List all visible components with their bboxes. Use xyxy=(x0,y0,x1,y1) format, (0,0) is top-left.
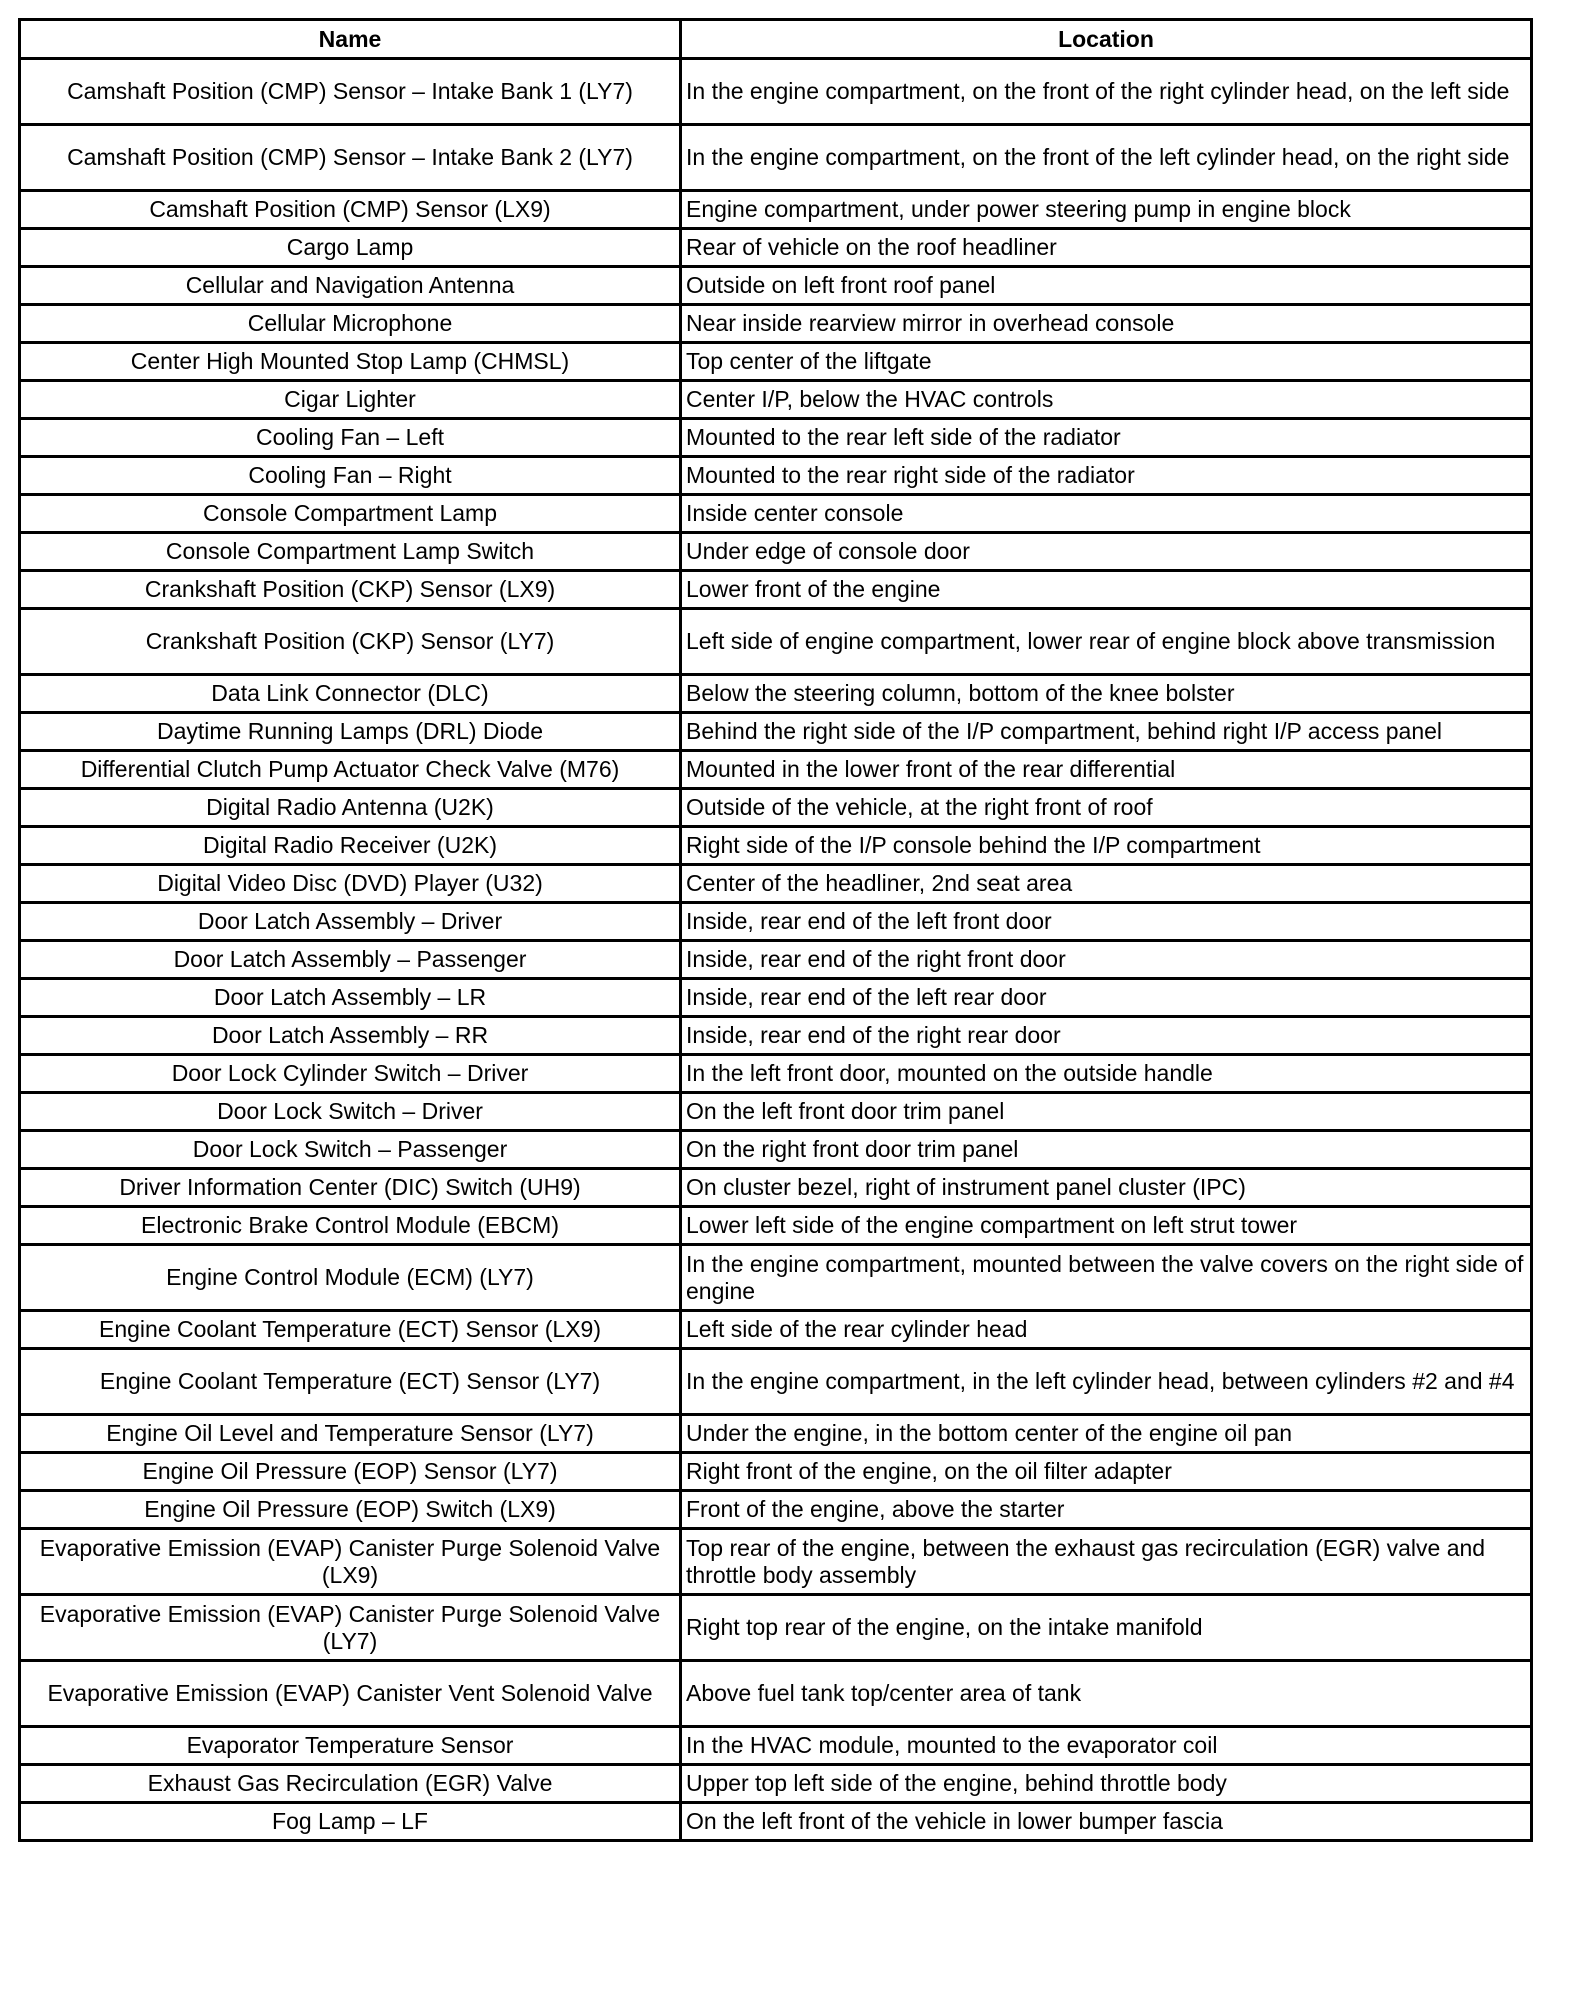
component-name: Cooling Fan – Right xyxy=(20,457,681,495)
component-name: Cargo Lamp xyxy=(20,229,681,267)
component-name: Digital Radio Antenna (U2K) xyxy=(20,789,681,827)
component-location: Engine compartment, under power steering pump in engine block xyxy=(681,191,1532,229)
component-location: On the right front door trim panel xyxy=(681,1131,1532,1169)
table-row xyxy=(20,941,1532,979)
table-row xyxy=(20,1491,1532,1529)
component-name: Driver Information Center (DIC) Switch (UH9) xyxy=(20,1169,681,1207)
component-location: Outside on left front roof panel xyxy=(681,267,1532,305)
table-row xyxy=(20,1595,1532,1661)
component-location: Inside center console xyxy=(681,495,1532,533)
component-location: Mounted to the rear right side of the radiator xyxy=(681,457,1532,495)
component-name: Cooling Fan – Left xyxy=(20,419,681,457)
table-row xyxy=(20,343,1532,381)
table-row xyxy=(20,1017,1532,1055)
component-name: Door Lock Switch – Driver xyxy=(20,1093,681,1131)
component-name: Door Latch Assembly – LR xyxy=(20,979,681,1017)
component-name: Engine Oil Pressure (EOP) Sensor (LY7) xyxy=(20,1453,681,1491)
table-row xyxy=(20,229,1532,267)
table-row xyxy=(20,305,1532,343)
table-row xyxy=(20,419,1532,457)
component-location: Top rear of the engine, between the exhaust gas recirculation (EGR) valve and throttle body assembly xyxy=(681,1529,1532,1595)
component-location: Upper top left side of the engine, behind throttle body xyxy=(681,1765,1532,1803)
table-row xyxy=(20,1803,1532,1841)
component-location: In the engine compartment, on the front of the right cylinder head, on the left side xyxy=(681,59,1532,125)
table-row xyxy=(20,1727,1532,1765)
component-location: Lower front of the engine xyxy=(681,571,1532,609)
component-name: Camshaft Position (CMP) Sensor (LX9) xyxy=(20,191,681,229)
table-header-row xyxy=(20,20,1532,59)
component-location: Rear of vehicle on the roof headliner xyxy=(681,229,1532,267)
table-row xyxy=(20,1311,1532,1349)
table-row xyxy=(20,1055,1532,1093)
component-name: Door Latch Assembly – Driver xyxy=(20,903,681,941)
component-name: Crankshaft Position (CKP) Sensor (LY7) xyxy=(20,609,681,675)
component-name: Engine Coolant Temperature (ECT) Sensor (LY7) xyxy=(20,1349,681,1415)
component-name: Engine Oil Pressure (EOP) Switch (LX9) xyxy=(20,1491,681,1529)
component-name: Cellular Microphone xyxy=(20,305,681,343)
component-location: Right front of the engine, on the oil filter adapter xyxy=(681,1453,1532,1491)
table-row xyxy=(20,495,1532,533)
component-location: Left side of the rear cylinder head xyxy=(681,1311,1532,1349)
component-name: Crankshaft Position (CKP) Sensor (LX9) xyxy=(20,571,681,609)
component-location: Left side of engine compartment, lower rear of engine block above transmission xyxy=(681,609,1532,675)
table-row xyxy=(20,751,1532,789)
table-row xyxy=(20,1661,1532,1727)
table-row xyxy=(20,1245,1532,1311)
component-location: In the HVAC module, mounted to the evaporator coil xyxy=(681,1727,1532,1765)
component-name: Camshaft Position (CMP) Sensor – Intake Bank 2 (LY7) xyxy=(20,125,681,191)
table-row xyxy=(20,1207,1532,1245)
component-location: Below the steering column, bottom of the knee bolster xyxy=(681,675,1532,713)
component-name: Data Link Connector (DLC) xyxy=(20,675,681,713)
table-row xyxy=(20,1529,1532,1595)
table-row xyxy=(20,457,1532,495)
component-location: Outside of the vehicle, at the right front of roof xyxy=(681,789,1532,827)
component-name: Camshaft Position (CMP) Sensor – Intake Bank 1 (LY7) xyxy=(20,59,681,125)
component-location: Under edge of console door xyxy=(681,533,1532,571)
table-row xyxy=(20,1453,1532,1491)
component-location: Above fuel tank top/center area of tank xyxy=(681,1661,1532,1727)
component-name: Console Compartment Lamp Switch xyxy=(20,533,681,571)
table-body xyxy=(20,59,1532,1841)
component-location: Center of the headliner, 2nd seat area xyxy=(681,865,1532,903)
table-row xyxy=(20,1169,1532,1207)
component-location: In the engine compartment, on the front of the left cylinder head, on the right side xyxy=(681,125,1532,191)
component-name: Engine Oil Level and Temperature Sensor (LY7) xyxy=(20,1415,681,1453)
component-name: Digital Radio Receiver (U2K) xyxy=(20,827,681,865)
component-name: Differential Clutch Pump Actuator Check Valve (M76) xyxy=(20,751,681,789)
component-name: Console Compartment Lamp xyxy=(20,495,681,533)
component-location: Inside, rear end of the left front door xyxy=(681,903,1532,941)
table-row xyxy=(20,1765,1532,1803)
table-row xyxy=(20,267,1532,305)
component-location: In the left front door, mounted on the outside handle xyxy=(681,1055,1532,1093)
component-location: On cluster bezel, right of instrument panel cluster (IPC) xyxy=(681,1169,1532,1207)
component-location: Behind the right side of the I/P compartment, behind right I/P access panel xyxy=(681,713,1532,751)
component-location: In the engine compartment, in the left cylinder head, between cylinders #2 and #4 xyxy=(681,1349,1532,1415)
table-row xyxy=(20,1349,1532,1415)
component-location: Mounted in the lower front of the rear differential xyxy=(681,751,1532,789)
column-header-location: Location xyxy=(681,20,1532,59)
component-locator-sheet xyxy=(18,18,1530,1842)
component-location: Inside, rear end of the left rear door xyxy=(681,979,1532,1017)
component-location: Near inside rearview mirror in overhead console xyxy=(681,305,1532,343)
component-name: Exhaust Gas Recirculation (EGR) Valve xyxy=(20,1765,681,1803)
component-location: Top center of the liftgate xyxy=(681,343,1532,381)
table-row xyxy=(20,979,1532,1017)
component-name: Digital Video Disc (DVD) Player (U32) xyxy=(20,865,681,903)
table-row xyxy=(20,903,1532,941)
table-row xyxy=(20,1093,1532,1131)
component-location: Center I/P, below the HVAC controls xyxy=(681,381,1532,419)
table-row xyxy=(20,533,1532,571)
table-row xyxy=(20,827,1532,865)
component-name: Evaporative Emission (EVAP) Canister Vent Solenoid Valve xyxy=(20,1661,681,1727)
table-row xyxy=(20,1415,1532,1453)
component-name: Engine Coolant Temperature (ECT) Sensor (LX9) xyxy=(20,1311,681,1349)
component-name: Center High Mounted Stop Lamp (CHMSL) xyxy=(20,343,681,381)
component-location: Under the engine, in the bottom center of the engine oil pan xyxy=(681,1415,1532,1453)
component-name: Engine Control Module (ECM) (LY7) xyxy=(20,1245,681,1311)
component-location: Inside, rear end of the right front door xyxy=(681,941,1532,979)
table-row xyxy=(20,191,1532,229)
table-row xyxy=(20,713,1532,751)
component-name: Evaporative Emission (EVAP) Canister Purge Solenoid Valve (LX9) xyxy=(20,1529,681,1595)
component-name: Door Lock Cylinder Switch – Driver xyxy=(20,1055,681,1093)
component-name: Door Latch Assembly – Passenger xyxy=(20,941,681,979)
table-row xyxy=(20,865,1532,903)
component-location: Front of the engine, above the starter xyxy=(681,1491,1532,1529)
component-location: Mounted to the rear left side of the radiator xyxy=(681,419,1532,457)
component-location: In the engine compartment, mounted between the valve covers on the right side of engine xyxy=(681,1245,1532,1311)
table-row xyxy=(20,381,1532,419)
component-location: On the left front of the vehicle in lower bumper fascia xyxy=(681,1803,1532,1841)
component-location: Lower left side of the engine compartment on left strut tower xyxy=(681,1207,1532,1245)
component-name: Electronic Brake Control Module (EBCM) xyxy=(20,1207,681,1245)
table-row xyxy=(20,1131,1532,1169)
component-location: Right side of the I/P console behind the I/P compartment xyxy=(681,827,1532,865)
table-row xyxy=(20,571,1532,609)
component-location: On the left front door trim panel xyxy=(681,1093,1532,1131)
component-name: Cellular and Navigation Antenna xyxy=(20,267,681,305)
table-row xyxy=(20,789,1532,827)
table-row xyxy=(20,675,1532,713)
component-name: Evaporative Emission (EVAP) Canister Purge Solenoid Valve (LY7) xyxy=(20,1595,681,1661)
table-row xyxy=(20,59,1532,125)
component-name: Door Lock Switch – Passenger xyxy=(20,1131,681,1169)
component-name: Door Latch Assembly – RR xyxy=(20,1017,681,1055)
component-name: Fog Lamp – LF xyxy=(20,1803,681,1841)
component-name: Daytime Running Lamps (DRL) Diode xyxy=(20,713,681,751)
component-name: Cigar Lighter xyxy=(20,381,681,419)
component-name: Evaporator Temperature Sensor xyxy=(20,1727,681,1765)
component-location-table xyxy=(18,18,1533,1842)
component-location: Right top rear of the engine, on the intake manifold xyxy=(681,1595,1532,1661)
column-header-name: Name xyxy=(20,20,681,59)
component-location: Inside, rear end of the right rear door xyxy=(681,1017,1532,1055)
table-row xyxy=(20,125,1532,191)
table-row xyxy=(20,609,1532,675)
